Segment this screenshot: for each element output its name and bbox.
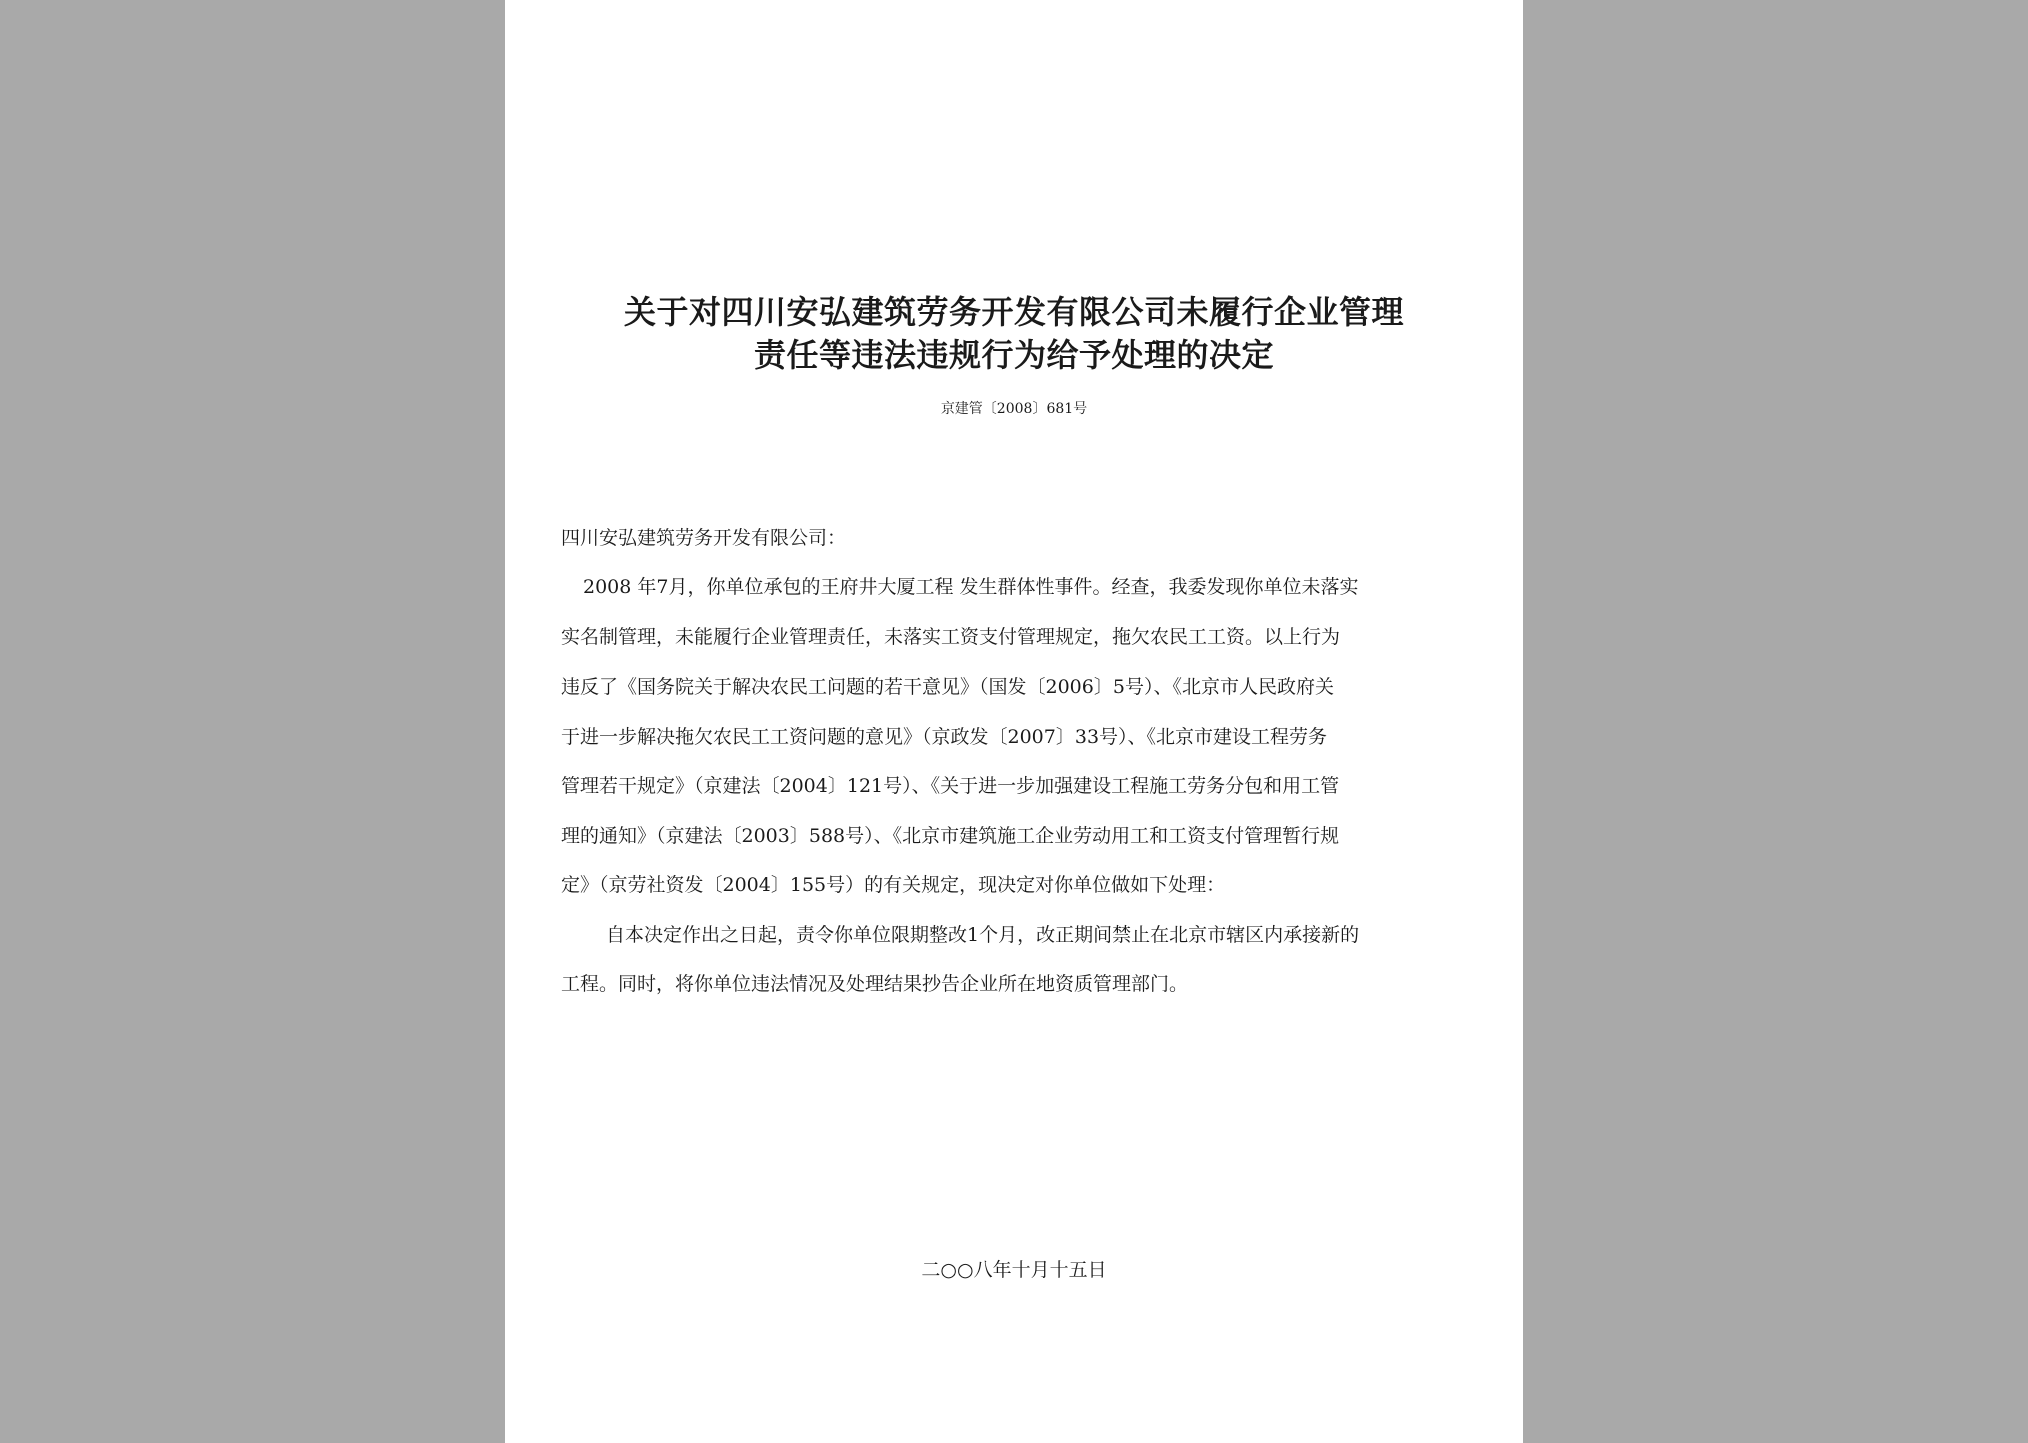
document-title-line-1: 关于对四川安弘建筑劳务开发有限公司未履行企业管理 [623, 293, 1404, 331]
body-line: 定》（京劳社资发〔2004〕155号）的有关规定，现决定对你单位做如下处理： [561, 874, 1226, 896]
body-line: 理的通知》（京建法〔2003〕588号）、《北京市建筑施工企业劳动用工和工资支付管理暂行规 [561, 825, 1340, 847]
document-page [505, 0, 1523, 1443]
body-line: 违反了《国务院关于解决农民工问题的若干意见》（国发〔2006〕5号）、《北京市人民政府关 [561, 676, 1334, 698]
document-date: 二○○八年十月十五日 [921, 1259, 1107, 1281]
document-title-line-2: 责任等违法违规行为给予处理的决定 [753, 336, 1274, 374]
body-line: 2008 年7月，你单位承包的王府井大厦工程 发生群体性事件。经查，我委发现你单位未落实 [583, 576, 1359, 598]
body-line: 于进一步解决拖欠农民工工资问题的意见》（京政发〔2007〕33号）、《北京市建设工程劳务 [561, 726, 1328, 748]
document-number: 京建管〔2008〕681号 [940, 401, 1088, 417]
body-line: 实名制管理，未能履行企业管理责任，未落实工资支付管理规定，拖欠农民工工资。以上行为 [561, 626, 1341, 648]
body-line: 管理若干规定》（京建法〔2004〕121号）、《关于进一步加强建设工程施工劳务分包和用工管 [561, 775, 1340, 797]
addressee: 四川安弘建筑劳务开发有限公司： [561, 527, 847, 549]
body-line: 工程。同时，将你单位违法情况及处理结果抄告企业所在地资质管理部门。 [561, 973, 1189, 995]
body-line: 自本决定作出之日起，责令你单位限期整改1个月，改正期间禁止在北京市辖区内承接新的 [606, 924, 1360, 946]
